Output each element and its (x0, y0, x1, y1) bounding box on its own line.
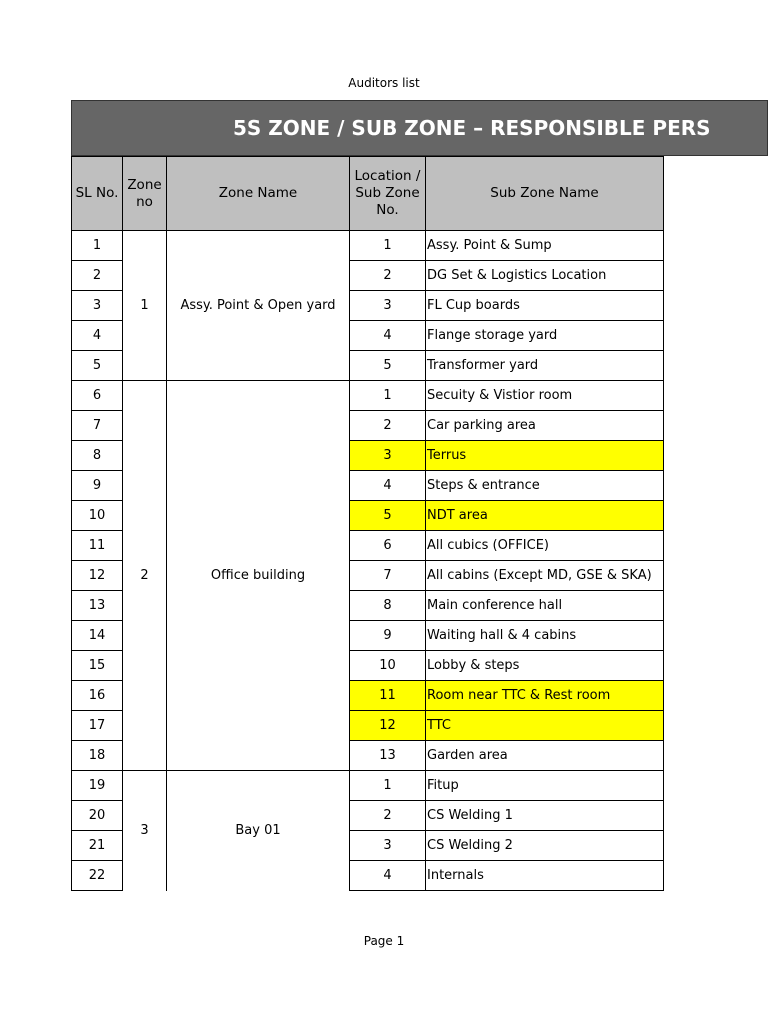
location-cell: 4 (350, 861, 426, 891)
sub-zone-cell-highlighted: TTC (426, 711, 664, 741)
sub-zone-cell: FL Cup boards (426, 291, 664, 321)
sl-cell: 20 (72, 801, 123, 831)
sub-zone-cell: DG Set & Logistics Location (426, 261, 664, 291)
sl-cell: 7 (72, 411, 123, 441)
table-row (72, 771, 664, 801)
sub-zone-cell: All cabins (Except MD, GSE & SKA) (426, 561, 664, 591)
location-cell-highlighted: 11 (350, 681, 426, 711)
sub-zone-cell: CS Welding 2 (426, 831, 664, 861)
location-cell: 8 (350, 591, 426, 621)
location-cell: 4 (350, 471, 426, 501)
zone-name-cell: Assy. Point & Open yard (167, 231, 350, 381)
sub-zone-cell-highlighted: NDT area (426, 501, 664, 531)
sl-cell: 13 (72, 591, 123, 621)
sl-cell: 19 (72, 771, 123, 801)
sub-zone-cell: Garden area (426, 741, 664, 771)
sl-cell: 22 (72, 861, 123, 891)
sl-cell: 1 (72, 231, 123, 261)
location-cell: 1 (350, 231, 426, 261)
sub-zone-cell: Lobby & steps (426, 651, 664, 681)
table-row (72, 231, 664, 261)
table-row (72, 381, 664, 411)
location-cell: 7 (350, 561, 426, 591)
sub-zone-cell: Transformer yard (426, 351, 664, 381)
sl-cell: 9 (72, 471, 123, 501)
sl-cell: 15 (72, 651, 123, 681)
location-cell: 9 (350, 621, 426, 651)
sl-cell: 3 (72, 291, 123, 321)
location-cell-highlighted: 12 (350, 711, 426, 741)
zone-no-cell: 2 (123, 381, 167, 771)
location-cell: 13 (350, 741, 426, 771)
sub-zone-cell: Internals (426, 861, 664, 891)
title-bar (71, 100, 768, 156)
col-header-zone-name: Zone Name (167, 157, 350, 231)
sl-cell: 21 (72, 831, 123, 861)
zone-no-cell: 3 (123, 771, 167, 891)
sl-cell: 12 (72, 561, 123, 591)
location-cell: 6 (350, 531, 426, 561)
sl-cell: 2 (72, 261, 123, 291)
sl-cell: 17 (72, 711, 123, 741)
location-cell: 1 (350, 381, 426, 411)
sub-zone-cell: Steps & entrance (426, 471, 664, 501)
sub-zone-cell: Flange storage yard (426, 321, 664, 351)
sub-zone-cell-highlighted: Terrus (426, 441, 664, 471)
sl-cell: 16 (72, 681, 123, 711)
location-cell: 10 (350, 651, 426, 681)
col-header-sub-zone-name: Sub Zone Name (426, 157, 664, 231)
sl-cell: 10 (72, 501, 123, 531)
sl-cell: 8 (72, 441, 123, 471)
sl-cell: 14 (72, 621, 123, 651)
sub-zone-cell: All cubics (OFFICE) (426, 531, 664, 561)
location-cell: 2 (350, 261, 426, 291)
sl-cell: 6 (72, 381, 123, 411)
zone-table (71, 156, 664, 891)
location-cell: 2 (350, 801, 426, 831)
zone-name-cell: Bay 01 (167, 771, 350, 891)
sub-zone-cell-highlighted: Room near TTC & Rest room (426, 681, 664, 711)
location-cell: 2 (350, 411, 426, 441)
col-header-sl: SL No. (72, 157, 123, 231)
location-cell-highlighted: 3 (350, 441, 426, 471)
col-header-zone: Zone no (123, 157, 167, 231)
location-cell: 1 (350, 771, 426, 801)
location-cell-highlighted: 5 (350, 501, 426, 531)
location-cell: 4 (350, 321, 426, 351)
sub-zone-cell: Fitup (426, 771, 664, 801)
table-header-row (72, 157, 664, 231)
sub-zone-cell: Main conference hall (426, 591, 664, 621)
sub-zone-cell: CS Welding 1 (426, 801, 664, 831)
sheet-title: 5S ZONE / SUB ZONE – RESPONSIBLE PERS (233, 116, 711, 140)
zone-name-cell: Office building (167, 381, 350, 771)
page-header-text: Auditors list (348, 76, 420, 90)
sub-zone-cell: Car parking area (426, 411, 664, 441)
sub-zone-cell: Secuity & Vistior room (426, 381, 664, 411)
sl-cell: 18 (72, 741, 123, 771)
zone-no-cell: 1 (123, 231, 167, 381)
sl-cell: 11 (72, 531, 123, 561)
sub-zone-cell: Assy. Point & Sump (426, 231, 664, 261)
col-header-location: Location / Sub Zone No. (350, 157, 426, 231)
location-cell: 5 (350, 351, 426, 381)
location-cell: 3 (350, 291, 426, 321)
sub-zone-cell: Waiting hall & 4 cabins (426, 621, 664, 651)
page-footer: Page 1 (363, 934, 405, 948)
location-cell: 3 (350, 831, 426, 861)
sl-cell: 4 (72, 321, 123, 351)
sl-cell: 5 (72, 351, 123, 381)
